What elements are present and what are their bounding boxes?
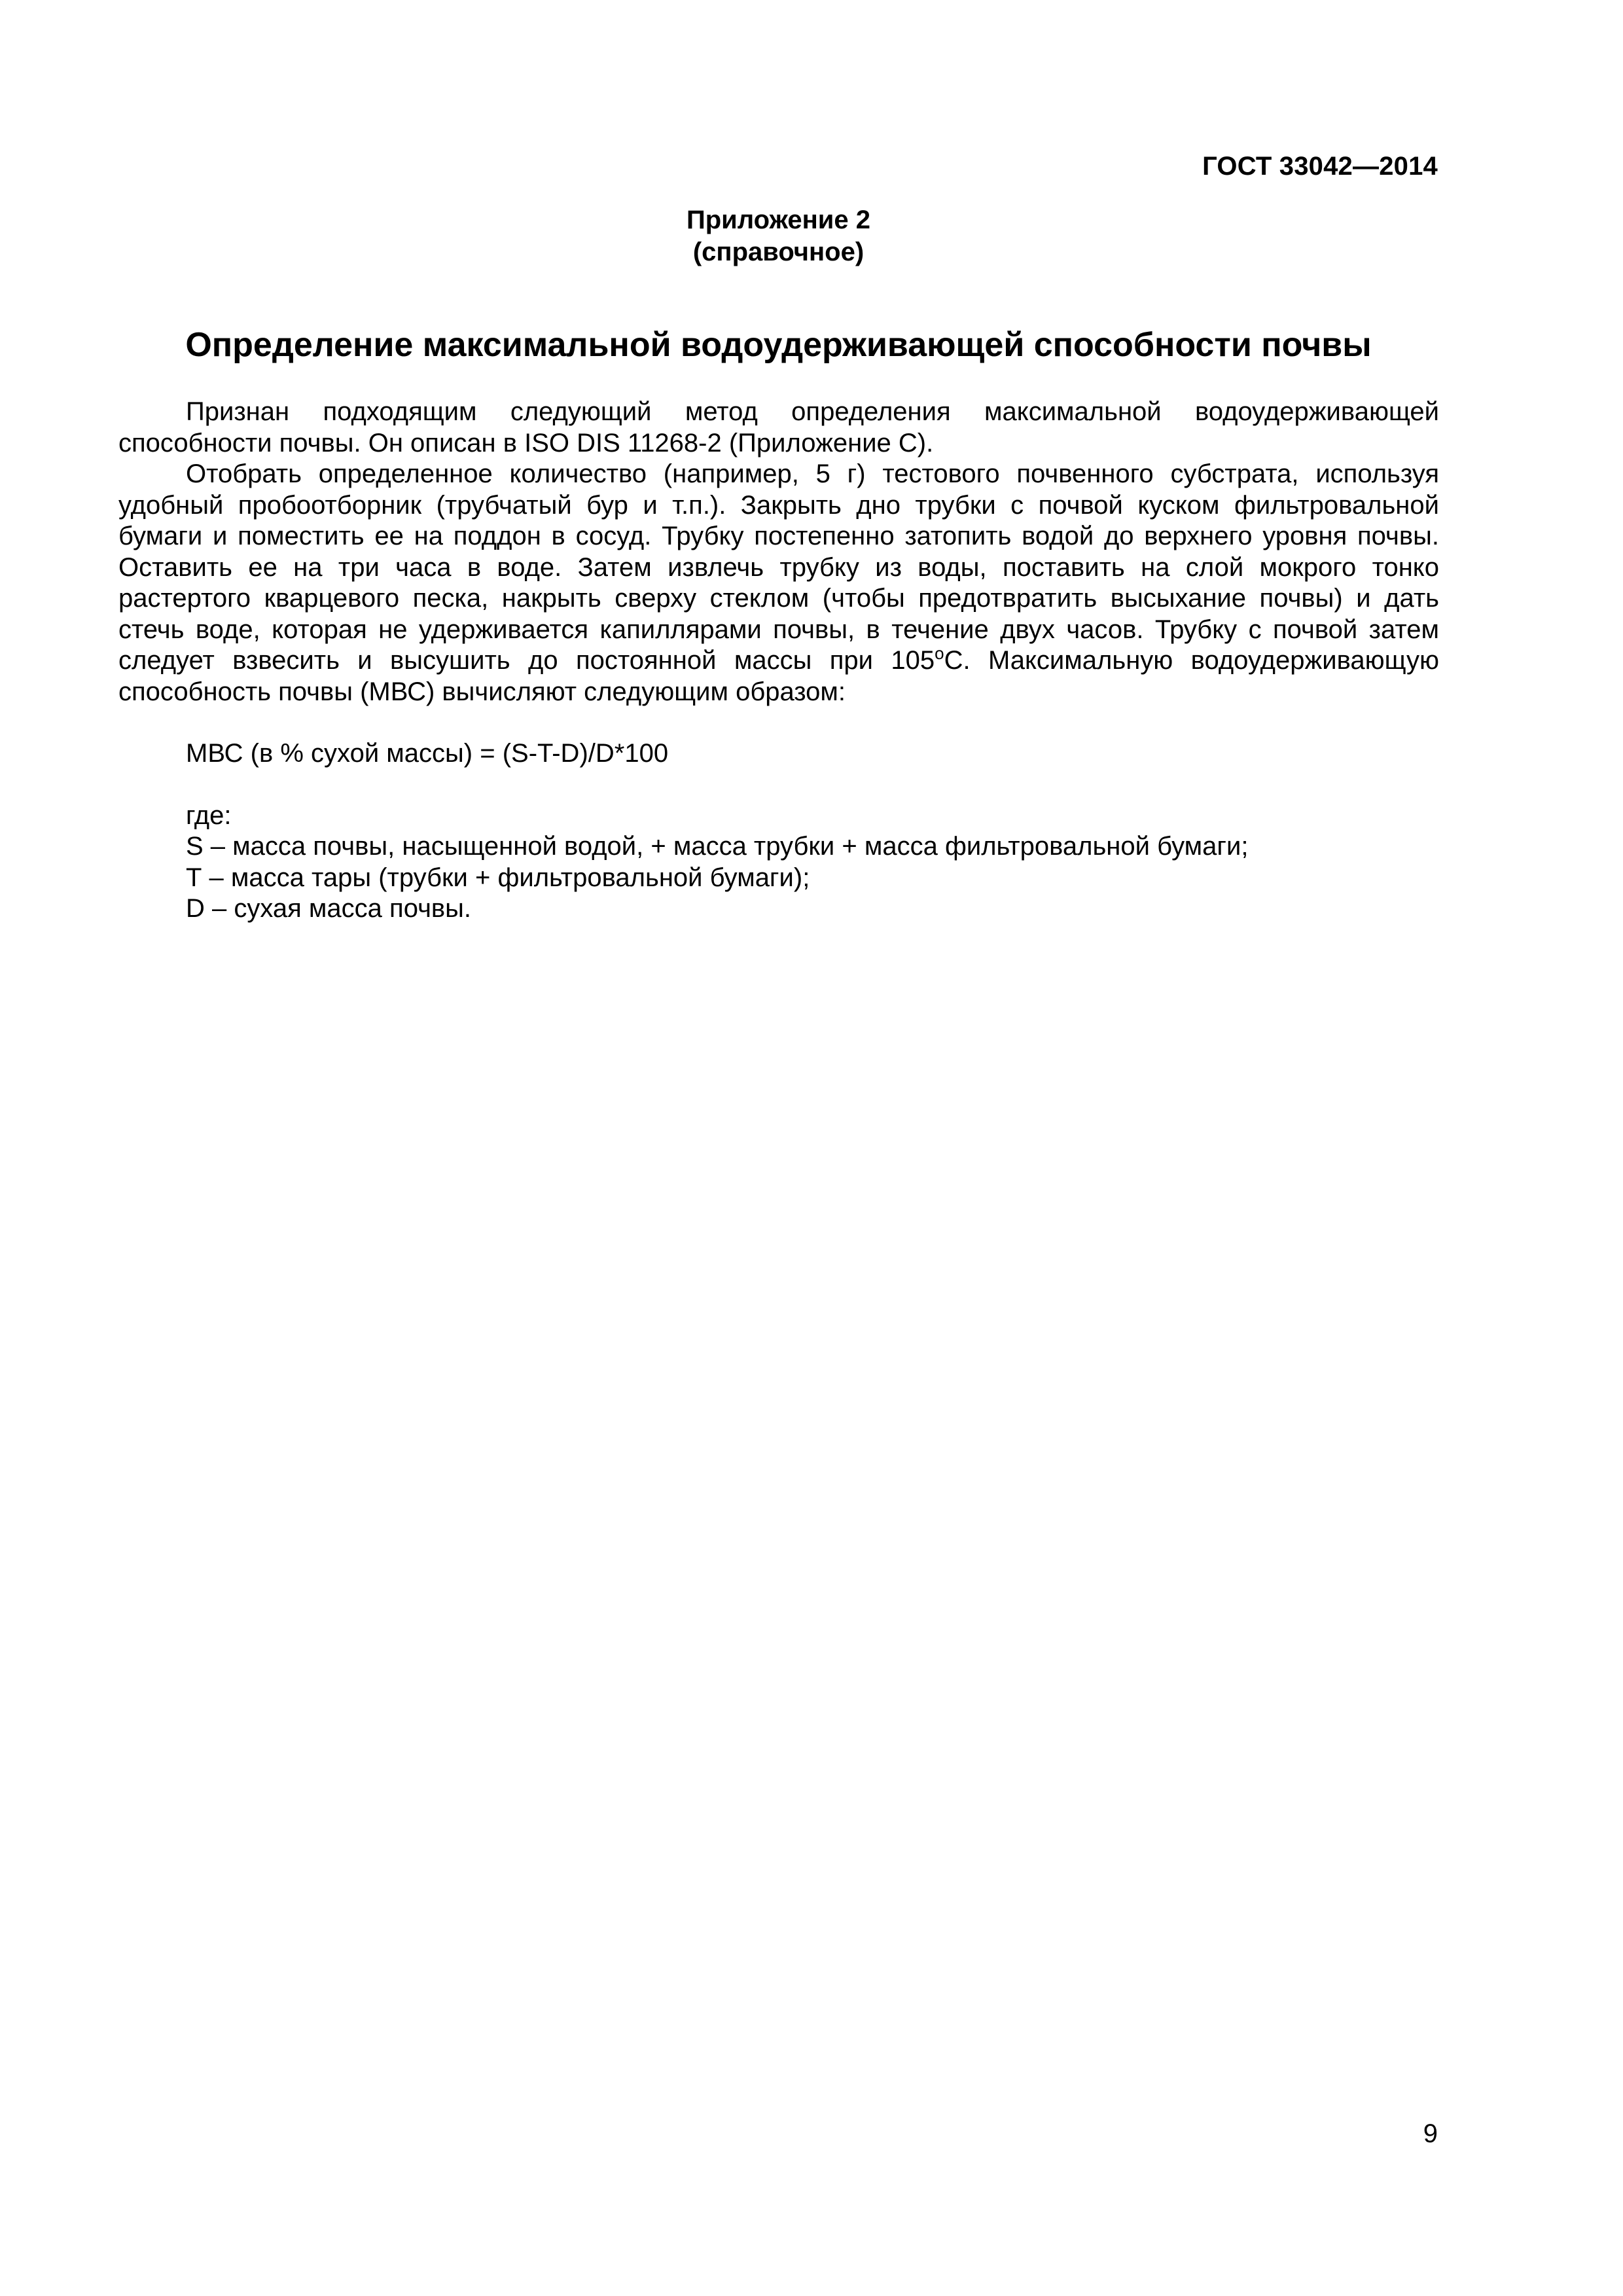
degree-symbol: o — [935, 643, 944, 663]
paragraph-method — [118, 459, 1439, 708]
document-code: ГОСТ 33042—2014 — [1202, 152, 1438, 181]
definition-s: S – масса почвы, насыщенной водой, + масса трубки + масса фильтровальной бумаги; — [186, 832, 1249, 861]
section-title: Определение максимальной водоудерживающей способности почвы — [185, 326, 1372, 364]
formula: МВС (в % сухой массы) = (S-T-D)/D*100 — [186, 739, 669, 768]
body-text — [118, 397, 1439, 925]
appendix-label: Приложение 2 — [687, 206, 870, 234]
appendix-type: (справочное) — [692, 238, 865, 266]
page-number: 9 — [1423, 2119, 1438, 2148]
paragraph-method-text: Отобрать определенное количество (например, 5 г) тестового почвенного субстрата, используя удобный пробоотборник (трубчатый бур и т.п.). Закрыть дно трубки с почвой куском фильтровальной бумаги и поместить ее на поддон в сосуд. Трубку постепенно затопить водой до верхнего уровня почвы. Оставить ее на три часа в воде. Затем извлечь трубку из воды, поставить на слой мокрого тонко растертого кварцевого песка, накрыть сверху стеклом (чтобы предотвратить высыхание почвы) и дать стечь воде, которая не удерживается капиллярами почвы, в течение двух часов. Трубку с почвой затем следует взвесить и высушить до постоянной массы при 105 — [118, 459, 1439, 675]
definition-t: Т – масса тары (трубки + фильтровальной бумаги); — [186, 863, 810, 892]
paragraph-method-tail: C. Максимальную водоудерживающую способность почвы (МВС) вычисляют следующим образом: — [118, 646, 1439, 706]
definition-d: D – сухая масса почвы. — [186, 894, 472, 923]
appendix-heading — [0, 204, 1557, 268]
paragraph-intro: Признан подходящим следующий метод определения максимальной водоудерживающей способности почвы. Он описан в ISO DIS 11268-2 (Приложение C). — [118, 397, 1439, 457]
where-label: где: — [186, 800, 232, 830]
